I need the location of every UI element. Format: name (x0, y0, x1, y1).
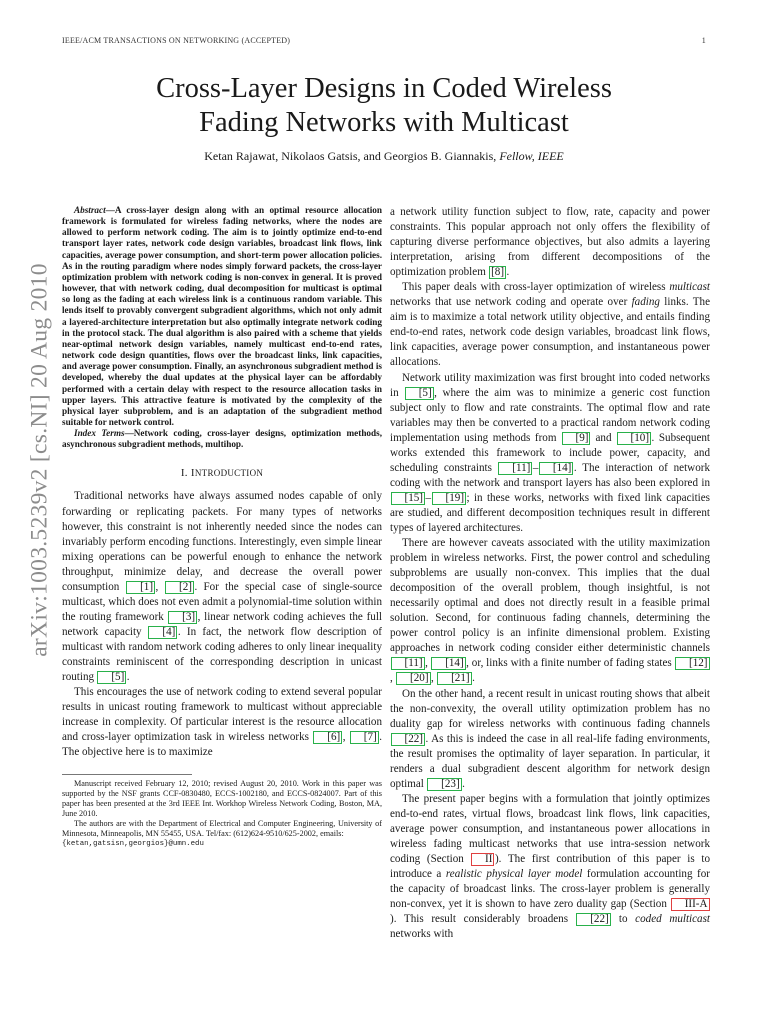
citation-link[interactable]: [6] (313, 731, 342, 744)
abstract-label: Abstract (74, 205, 106, 215)
body-paragraph-r1: a network utility function subject to flow, rate, capacity and power constraints. This popular approach not only offers the flexibility of capturing diverse performance objectives, but also admits a layering interpretation, arising from different decompositions of the optimization problem [8] . (390, 206, 710, 279)
citation-link[interactable]: [5] (97, 671, 126, 684)
section-link[interactable]: II (471, 853, 494, 866)
index-terms (62, 428, 382, 450)
citation-link[interactable]: [19] (432, 492, 466, 505)
citation-link[interactable]: [22] (576, 913, 610, 926)
abstract (62, 205, 382, 428)
page-number: 1 (701, 36, 706, 45)
index-terms-text: —Network coding, cross-layer designs, optimization methods, asynchronous subgradient methods, multihop. (62, 428, 383, 450)
author-list (80, 149, 688, 164)
citation-link[interactable]: [2] (165, 581, 194, 594)
running-head (62, 36, 706, 45)
footnote-authors: The authors are with the Department of Electrical and Computer Engineering, University of Minnesota, Minneapolis, MN 55455, USA. Tel/fax: (612)624-9510/625-2002, emails: (62, 819, 382, 839)
section-heading-introduction: I. INTRODUCTION (180, 467, 264, 480)
left-column (62, 205, 382, 849)
index-terms-label: Index Terms (74, 428, 125, 439)
citation-link[interactable]: [7] (350, 731, 379, 744)
footnote-manuscript: Manuscript received February 12, 2010; revised August 20, 2010. Work in this paper was supported by the NSF grants CCF-0830480, ECCS-1002180, and ECCS-0824007. Part of this paper has been presented at the 3rd IEEE Int. Workhop Wireless Network Coding, Boston, MA, June 2010. (62, 779, 382, 819)
citation-link[interactable]: [12] (675, 657, 709, 670)
paper-title (80, 72, 688, 140)
title-line-2: Fading Networks with Multicast (199, 107, 569, 138)
footnote-emails[interactable]: {ketan,gatsisn,georgios}@umn.edu (62, 840, 204, 849)
body-paragraph-r5: On the other hand, a recent result in unicast routing shows that albeit the non-convexity, the overall utility optimization problem has no duality gap for wireless networks with continuous fading channels [22] . As this is indeed the case in all real-life fading environments, the result promises the optimality of layer separation. In particular, it renders a dual subgradient descent algorithm for network design optimal [23] . (390, 687, 710, 790)
citation-link[interactable]: [20] (396, 672, 430, 685)
body-paragraph-r6: The present paper begins with a formulation that jointly optimizes end-to-end rates, virtual flows, broadcast link flows, link capacities, average power consumption, and instantaneous power allocations in wireless fading multicast networks that use intra-session network coding (Section II ). The first contribution of this paper is to introduce a realistic physical layer model formulation accounting for the capacity of broadcast links. The cross-layer problem is generally non-convex, yet it is shown to have zero duality gap (Section III-A). This result considerably broadens [22] to coded multicast networks with (390, 792, 711, 941)
intro-paragraph-2: This encourages the use of network coding to extend several popular results in unicast routing framework to multicast without appreciable increase in complexity. Of particular interest is the resource allocation and cross-layer optimization task in wireless networks [6] , [7] . The objective here is to maximize (62, 686, 382, 759)
author-fellow: Fellow, IEEE (499, 149, 564, 163)
section-link[interactable]: III-A (671, 898, 710, 911)
citation-link[interactable]: [9] (562, 432, 591, 445)
abstract-text: —A cross-layer design along with an optimal resource allocation framework is formulated for wireless fading networks, where the nodes are allowed to perform network coding. The aim is to jointly optimize end-to-end transport layer rates, network code design variables, broadcast link flows, link capacities, average power consumption, and short-term power allocation policies. As in the routing paradigm where nodes simply forward packets, the cross-layer optimization problem with network coding is non-convex in general. It is proved however, that with network coding, dual decomposition for multicast is optimal so long as the fading at each wireless link is a continuous random variable. This lends itself to provably convergent subgradient algorithms, which not only admit a layered-architecture interpretation but also optimally integrate network coding in the protocol stack. The dual algorithm is also paired with a scheme that yields near-optimal network design variables, namely multicast end-to-end rates, network code design quantities, flows over the broadcast links, link capacities, and average power consumption. Finally, an asynchronous subgradient method is developed, whereby the dual updates at the physical layer can be affordably performed with a certain delay with respect to the resource allocation tasks in upper layers. This attractive feature is motivated by the complexity of the physical layer subproblem, and is an adaptation of the subgradient method suitable for network control. (62, 205, 382, 427)
citation-link[interactable]: [8] (491, 266, 505, 279)
body-paragraph-r2: This paper deals with cross-layer optimization of wireless multicast networks that use network coding and operate over fading links. The aim is to maximize a total network utility objective, and entails finding end-to-end rates, network code design variables, broadcast link flows, link capacities, average power consumption, and instantaneous power allocations. (390, 281, 710, 369)
arxiv-stamp-text: arXiv:1003.5239v2 [cs.NI] 20 Aug 2010 (26, 263, 53, 657)
citation-link[interactable]: [10] (617, 432, 651, 445)
citation-link[interactable]: [21] (437, 672, 471, 685)
citation-link[interactable]: [5] (405, 387, 434, 400)
citation-link[interactable]: [3] (168, 611, 197, 624)
citation-link[interactable]: [14] (431, 657, 465, 670)
journal-name: IEEE/ACM TRANSACTIONS ON NETWORKING (ACCEPTED) (62, 36, 291, 45)
citation-link[interactable]: [15] (391, 492, 425, 505)
citation-link[interactable]: [22] (391, 733, 425, 746)
citation-link[interactable]: [4] (148, 626, 177, 639)
citation-link[interactable]: [23] (427, 778, 461, 791)
body-paragraph-r3: Network utility maximization was first brought into coded networks in [5] , where the aim was to minimize a generic cost function subject only to flow and rate constraints. The optimal flow and rate variables may then be converted to a practical random network coding implementation using methods from [9] and [10] . Subsequent works extended this framework to include power, capacity, and scheduling constraints [11] – [14] . The interaction of network coding with the network and transport layers has also been explored in [15] – [19] ; in these works, networks with fixed link capacities are studied, and different decomposition techniques result in different types of layered architectures. (390, 371, 711, 534)
citation-link[interactable]: [1] (126, 581, 155, 594)
title-line-1: Cross-Layer Designs in Coded Wireless (156, 73, 612, 104)
arxiv-stamp (10, 250, 70, 670)
citation-link[interactable]: [11] (391, 657, 425, 670)
intro-paragraph-1: Traditional networks have always assumed nodes capable of only forwarding or replicating packets. For many types of networks however, this constraint is not inherently needed since the nodes can invariably perform encoding functions. Interestingly, even simple linear mixing operations can be powerful enough to enhance the network throughput, minimize delay, and decrease the overall power consumption [1] , [2] . For the special case of single-source multicast, which does not even admit a polynomial-time solution within the routing framework [3] , linear network coding achieves the full network capacity [4] . In fact, the network flow description of multicast with random network coding adheres to only linear inequality constraints reminiscent of the corresponding description in unicast routing [5] . (62, 490, 383, 684)
right-column (390, 205, 710, 942)
author-names: Ketan Rajawat, Nikolaos Gatsis, and Georgios B. Giannakis, (204, 149, 497, 163)
body-paragraph-r4: There are however caveats associated with the utility maximization problem in wireless networks. First, the power control and scheduling subproblems are usually non-convex. This implies that the dual decomposition of the overall problem, though insightful, is not necessarily optimal and does not directly result in a feasible primal solution. Second, for continuous fading channels, determining the power control policy is an infinite dimensional problem. Existing approaches in network coding consider either deterministic channels [11] , [14] , or, links with a finite number of fading states [12], [20] , [21] . (390, 537, 710, 685)
citation-link[interactable]: [11] (498, 462, 532, 475)
citation-link[interactable]: [14] (539, 462, 573, 475)
